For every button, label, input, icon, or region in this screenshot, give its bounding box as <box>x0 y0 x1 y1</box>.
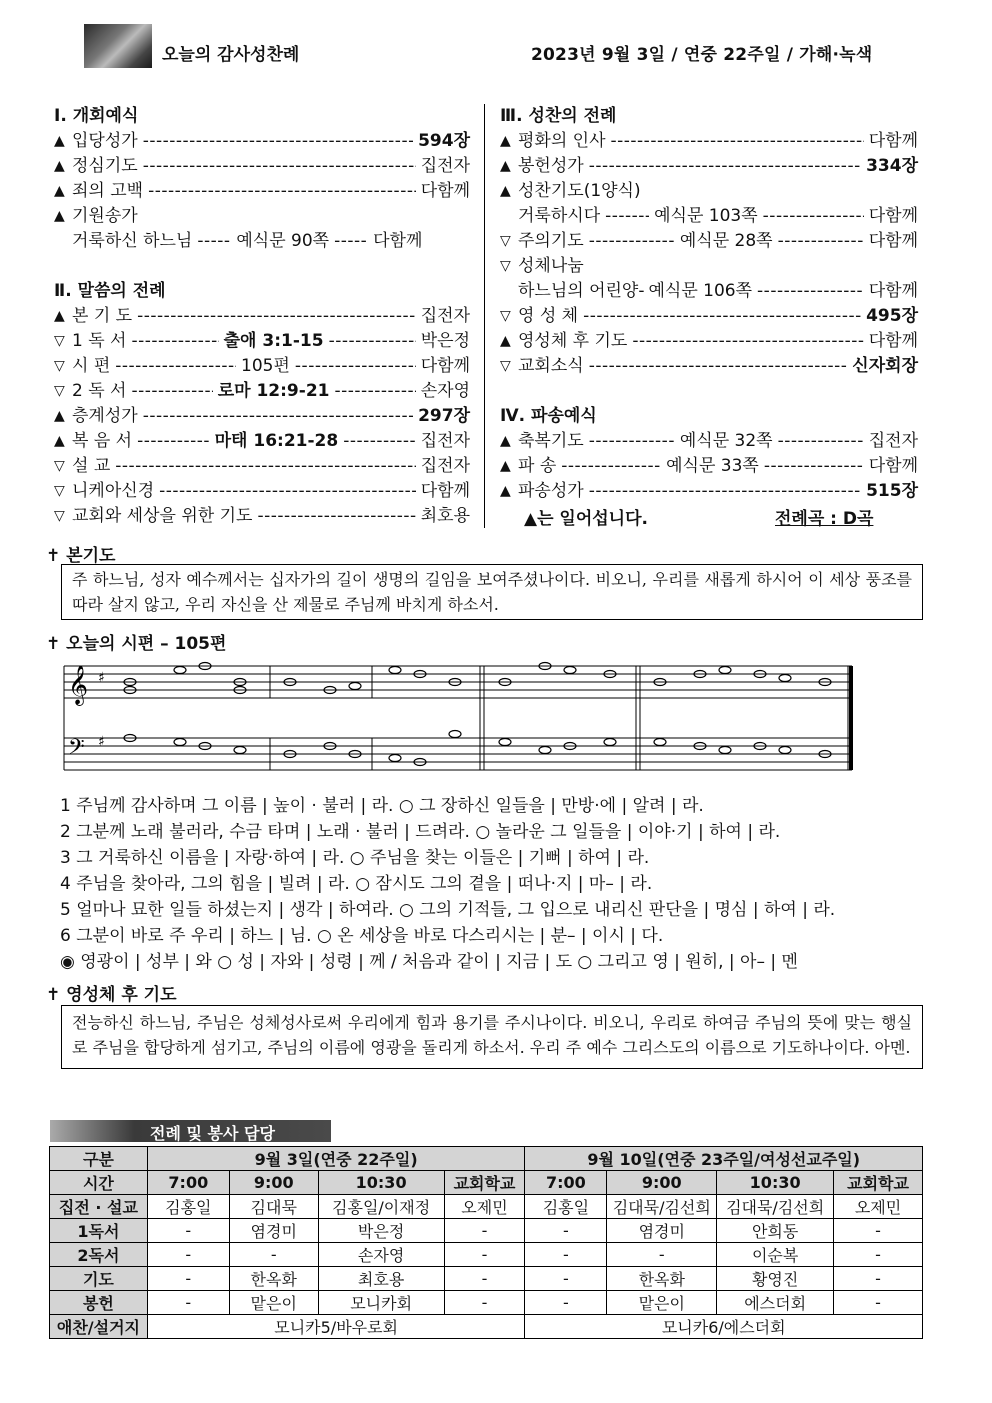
postcommunion-heading: ✝ 영성체 후 기도 <box>46 985 177 1005</box>
order-item-label: 1 독 서 <box>72 331 127 351</box>
table-cell: 황영진 <box>717 1267 834 1291</box>
order-item-detail: 예식문 28쪽 <box>679 231 773 251</box>
time-header: 9:00 <box>229 1171 318 1195</box>
order-item-value: 334장 <box>866 156 918 176</box>
order-row <box>500 254 918 279</box>
time-header: 10:30 <box>717 1171 834 1195</box>
order-item-label: 교회와 세상을 위한 기도 <box>72 506 253 526</box>
stand-marker-icon: ▲ <box>500 483 511 499</box>
table-cell: 염경미 <box>229 1219 318 1243</box>
order-row <box>54 304 470 329</box>
psalm-music-score <box>60 652 860 780</box>
stand-marker-icon: ▲ <box>54 308 65 324</box>
order-item-label: 기원송가 <box>72 206 138 226</box>
duty-table-label: 전례 및 봉사 담당 <box>50 1120 331 1142</box>
order-item-value: 다함께 <box>420 481 470 501</box>
column-divider <box>484 104 485 528</box>
order-row <box>54 479 470 504</box>
order-item-label: 니케아신경 <box>72 481 155 501</box>
psalm-gloria: ◉ 영광이 | 성부 | 와 ○ 성 | 자와 | 성령 | 께 / 처음과 같이 | 지금 | 도 ○ 그리고 영 | 원히, | 아– | 멘 <box>60 952 798 972</box>
stand-marker-icon: ▲ <box>54 408 65 424</box>
order-item-detail: 출애 3:1-15 <box>223 331 324 351</box>
section-dismissal: Ⅳ. 파송예식 <box>500 406 597 426</box>
psalm-verse: 2 그분께 노래 불러라, 수금 타며 | 노래 · 불러 | 드려라. ○ 놀라운 그 일들을 | 이야·기 | 하여 | 라. <box>60 822 781 842</box>
time-header: 10:30 <box>318 1171 444 1195</box>
postcommunion-box <box>61 1005 923 1069</box>
svg-text:𝄢: 𝄢 <box>68 735 85 765</box>
psalm-verses <box>60 793 835 975</box>
table-cell: 최호용 <box>318 1267 444 1291</box>
table-cell: 안희동 <box>717 1219 834 1243</box>
order-item-value: 다함께 <box>868 131 918 151</box>
psalm-verse: 1 주님께 감사하며 그 이름 | 높이 · 불러 | 라. ○ 그 장하신 일들을 | 만방·에 | 알려 | 라. <box>60 796 704 816</box>
order-item-value: 집전자 <box>420 156 470 176</box>
row-label: 2독서 <box>50 1243 148 1267</box>
stand-marker-icon: ▲ <box>500 333 511 349</box>
row-label: 애찬/설거지 <box>50 1315 148 1339</box>
order-row <box>54 354 470 379</box>
table-cell: 오제민 <box>444 1195 525 1219</box>
order-row <box>54 329 470 354</box>
table-row <box>50 1267 923 1291</box>
order-item-detail: 로마 12:9-21 <box>217 381 330 401</box>
table-cell: - <box>525 1219 607 1243</box>
stand-marker-icon: ▲ <box>54 183 65 199</box>
table-cell: 김대묵 <box>229 1195 318 1219</box>
order-item-label: 정심기도 <box>72 156 138 176</box>
psalm-verse: 6 그분이 바로 주 우리 | 하느 | 님. ○ 온 세상을 바로 다스리시는 | 분– | 이시 | 다. <box>60 926 664 946</box>
stand-marker-icon: ▲ <box>54 208 65 224</box>
order-item-label: 입당성가 <box>72 131 138 151</box>
order-row <box>500 479 918 504</box>
order-item-label: 설 교 <box>72 456 111 476</box>
order-item-value: 신자회장 <box>852 356 918 376</box>
svg-text:♯: ♯ <box>98 670 105 686</box>
order-row <box>500 429 918 454</box>
week1-header: 9월 3일(연중 22주일) <box>147 1147 525 1171</box>
order-right-column <box>500 104 918 504</box>
order-row: 거룩하시다 ----- 예식문 103쪽 ----- 다함께 <box>500 204 918 229</box>
order-item-value: 최호용 <box>420 506 470 526</box>
table-cell: 박은정 <box>318 1219 444 1243</box>
page-title: 오늘의 감사성찬례 <box>162 45 300 65</box>
order-row <box>500 329 918 354</box>
order-item-label: 죄의 고백 <box>72 181 144 201</box>
table-cell: - <box>834 1291 923 1315</box>
table-cell: 한옥화 <box>229 1267 318 1291</box>
order-item-value: 집전자 <box>420 306 470 326</box>
table-cell: 모니카5/바우로회 <box>147 1315 525 1339</box>
order-item-value: 495장 <box>866 306 918 326</box>
order-item-value: 다함께 <box>420 181 470 201</box>
stand-marker-icon: ▲ <box>54 433 65 449</box>
order-row <box>54 504 470 529</box>
order-row <box>500 454 918 479</box>
order-item-value: 297장 <box>418 406 470 426</box>
table-row <box>50 1291 923 1315</box>
time-header: 교회학교 <box>834 1171 923 1195</box>
order-row <box>500 129 918 154</box>
order-item-detail: 예식문 32쪽 <box>679 431 773 451</box>
service-date: 2023년 9월 3일 / 연중 22주일 / 가해·녹색 <box>531 45 873 65</box>
stand-marker-icon: ▲ <box>54 133 65 149</box>
order-item-value: 다함께 <box>420 356 470 376</box>
order-item-label: 본 기 도 <box>72 306 133 326</box>
row-label: 집전 · 설교 <box>50 1195 148 1219</box>
time-header: 9:00 <box>607 1171 717 1195</box>
sit-marker-icon: ▽ <box>54 333 65 349</box>
order-item-detail: 마태 16:21-28 <box>214 431 339 451</box>
order-row <box>54 379 470 404</box>
collect-box <box>61 564 923 620</box>
psalm-verse: 4 주님을 찾아라, 그의 힘을 | 빌려 | 라. ○ 잠시도 그의 곁을 | 떠나·지 | 마– | 라. <box>60 874 653 894</box>
table-cell: 손자영 <box>318 1243 444 1267</box>
sit-marker-icon: ▽ <box>54 508 65 524</box>
order-item-value: 515장 <box>866 481 918 501</box>
order-item-value: 집전자 <box>420 456 470 476</box>
order-item-label: 시 편 <box>72 356 111 376</box>
table-row <box>50 1243 923 1267</box>
table-cell: 한옥화 <box>607 1267 717 1291</box>
table-cell: 에스더회 <box>717 1291 834 1315</box>
row-label: 봉헌 <box>50 1291 148 1315</box>
time-header: 7:00 <box>147 1171 229 1195</box>
table-cell: - <box>607 1243 717 1267</box>
psalm-heading: ✝ 오늘의 시편 – 105편 <box>46 634 227 654</box>
sit-marker-icon: ▽ <box>500 308 511 324</box>
sit-marker-icon: ▽ <box>54 483 65 499</box>
order-row: 하느님의 어린양- 예식문 106쪽 ----- 다함께 <box>500 279 918 304</box>
order-item-value: 다함께 <box>868 331 918 351</box>
table-cell: 모니카6/에스더회 <box>525 1315 923 1339</box>
order-row <box>54 204 470 229</box>
row-label: 1독서 <box>50 1219 148 1243</box>
sit-marker-icon: ▽ <box>500 233 511 249</box>
collect-text: 주 하느님, 성자 예수께서는 십자가의 길이 생명의 길임을 보여주셨나이다. 비오니, 우리를 새롭게 하시어 이 세상 풍조를 따라 살지 않고, 우리 자신을 산 제물로 주님께 바치게 하소서. <box>72 570 912 614</box>
table-cell: 김홍일 <box>525 1195 607 1219</box>
table-cell: - <box>834 1267 923 1291</box>
order-item-detail: 예식문 33쪽 <box>666 456 759 476</box>
sit-marker-icon: ▽ <box>54 458 65 474</box>
order-item-label: 파 송 <box>518 456 557 476</box>
order-item-label: 평화의 인사 <box>518 131 606 151</box>
order-row <box>54 454 470 479</box>
sit-marker-icon: ▽ <box>54 383 65 399</box>
svg-text:♯: ♯ <box>98 734 105 750</box>
order-item-value: 집전자 <box>868 431 918 451</box>
time-header: 7:00 <box>525 1171 607 1195</box>
order-item-detail: 105편 <box>241 356 290 376</box>
order-item-label: 2 독 서 <box>72 381 127 401</box>
table-cell: 염경미 <box>607 1219 717 1243</box>
table-cell: 김대묵/김선희 <box>717 1195 834 1219</box>
table-cell: - <box>229 1243 318 1267</box>
order-item-value: 집전자 <box>420 431 471 451</box>
order-item-label: 교회소식 <box>518 356 584 376</box>
order-item-label: 영성체 후 기도 <box>518 331 628 351</box>
order-row <box>54 179 470 204</box>
order-row <box>500 229 918 254</box>
table-cell: - <box>834 1243 923 1267</box>
order-row <box>500 179 918 204</box>
stand-marker-icon: ▲ <box>500 433 511 449</box>
table-cell: 김대묵/김선희 <box>607 1195 717 1219</box>
order-row <box>54 429 470 454</box>
order-item-label: 층계성가 <box>72 406 138 426</box>
table-cell: - <box>147 1219 229 1243</box>
table-cell: - <box>147 1243 229 1267</box>
table-cell: - <box>444 1219 525 1243</box>
svg-text:𝄞: 𝄞 <box>68 665 89 705</box>
table-cell: 김홍일/이재정 <box>318 1195 444 1219</box>
stand-marker-icon: ▲ <box>54 158 65 174</box>
psalm-verse: 5 얼마나 묘한 일들 하셨는지 | 생각 | 하여라. ○ 그의 기적들, 그 입으로 내리신 판단을 | 명심 | 하여 | 라. <box>60 900 836 920</box>
table-cell: 이순복 <box>717 1243 834 1267</box>
music-setting: 전례곡 : D곡 <box>775 509 874 529</box>
header-photo <box>84 24 152 68</box>
sit-marker-icon: ▽ <box>500 358 511 374</box>
postcommunion-text: 전능하신 하느님, 주님은 성체성사로써 우리에게 힘과 용기를 주시나이다. 비오니, 우리로 하여금 주님의 뜻에 맞는 행실로 주님을 합당하게 섬기고, 주님의 이름에 영광을 돌리게 하소서. 우리 주 예수 그리스도의 이름으로 기도하나이다. 아멘. <box>72 1013 912 1057</box>
order-item-label: 복 음 서 <box>72 431 133 451</box>
time-header: 교회학교 <box>444 1171 525 1195</box>
row-label: 기도 <box>50 1267 148 1291</box>
order-row <box>54 129 470 154</box>
table-cell: - <box>147 1267 229 1291</box>
collect-heading: ✝ 본기도 <box>46 546 116 566</box>
header-cell: 시간 <box>50 1171 148 1195</box>
header-cell: 구분 <box>50 1147 148 1171</box>
order-item-label: 성찬기도(1양식) <box>518 181 641 201</box>
stand-marker-icon: ▲ <box>500 133 511 149</box>
table-cell: - <box>444 1243 525 1267</box>
stand-marker-icon: ▲ <box>500 158 511 174</box>
order-item-label: 영 성 체 <box>518 306 579 326</box>
order-item-value: 박은정 <box>420 331 470 351</box>
section-opening: Ⅰ. 개회예식 <box>54 106 139 126</box>
order-row <box>500 354 918 379</box>
order-row <box>500 154 918 179</box>
order-item-value: 594장 <box>418 131 470 151</box>
order-item-label: 파송성가 <box>518 481 584 501</box>
stand-note: ▲는 일어섭니다. <box>524 509 648 529</box>
order-row <box>54 404 470 429</box>
order-item-label: 봉헌성가 <box>518 156 584 176</box>
week2-header: 9월 10일(연중 23주일/여성선교주일) <box>525 1147 923 1171</box>
order-item-value: 다함께 <box>868 231 918 251</box>
table-cell: - <box>444 1291 525 1315</box>
table-cell: - <box>525 1267 607 1291</box>
order-row <box>500 304 918 329</box>
order-item-value: 다함께 <box>868 456 919 476</box>
table-cell: 모니카회 <box>318 1291 444 1315</box>
table-cell: - <box>525 1243 607 1267</box>
order-item-label: 성체나눔 <box>518 256 584 276</box>
stand-marker-icon: ▲ <box>500 183 511 199</box>
table-cell: - <box>147 1291 229 1315</box>
table-cell: - <box>525 1291 607 1315</box>
table-row <box>50 1195 923 1219</box>
table-row <box>50 1219 923 1243</box>
psalm-verse: 3 그 거룩하신 이름을 | 자랑·하여 | 라. ○ 주님을 찾는 이들은 | 기뻐 | 하여 | 라. <box>60 848 650 868</box>
table-cell: - <box>834 1219 923 1243</box>
section-eucharist: Ⅲ. 성찬의 전례 <box>500 106 617 126</box>
sit-marker-icon: ▽ <box>500 258 511 274</box>
duty-table <box>49 1146 923 1339</box>
order-row: 거룩하신 하느님 ----- 예식문 90쪽 ----- 다함께 <box>54 229 470 254</box>
order-item-label: 주의기도 <box>518 231 584 251</box>
table-cell: 맡은이 <box>607 1291 717 1315</box>
order-item-label: 축복기도 <box>518 431 584 451</box>
order-row <box>54 154 470 179</box>
table-cell: - <box>444 1267 525 1291</box>
section-word: Ⅱ. 말씀의 전례 <box>54 281 166 301</box>
order-left-column <box>54 104 470 529</box>
order-item-value: 손자영 <box>420 381 471 401</box>
table-cell: 김홍일 <box>147 1195 229 1219</box>
table-cell: 맡은이 <box>229 1291 318 1315</box>
stand-marker-icon: ▲ <box>500 458 511 474</box>
table-cell: 오제민 <box>834 1195 923 1219</box>
sit-marker-icon: ▽ <box>54 358 65 374</box>
